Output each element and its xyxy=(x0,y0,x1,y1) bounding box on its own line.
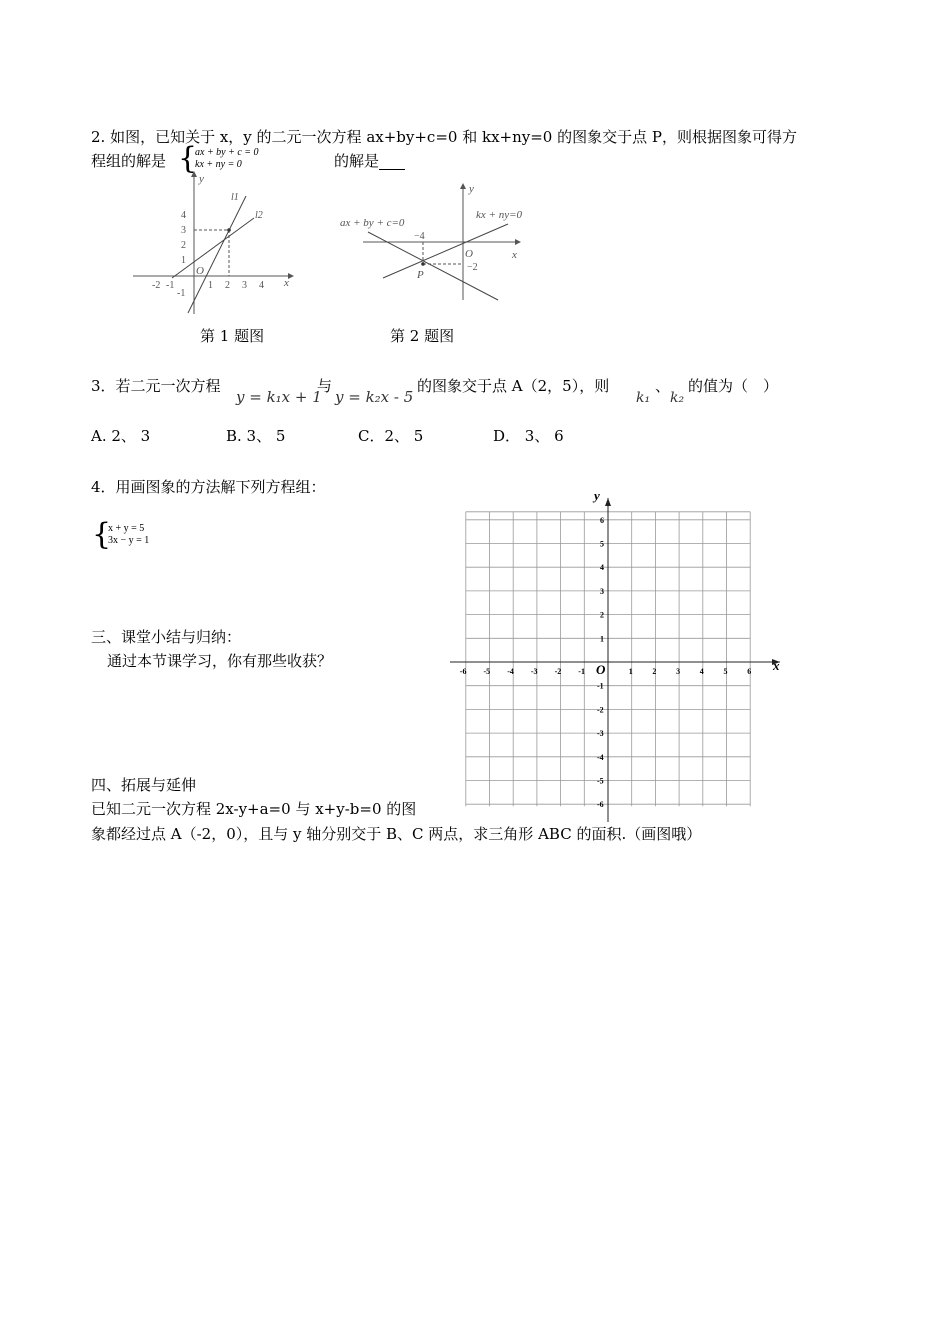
fig2-tick-y: −2 xyxy=(467,262,478,273)
y-tick-label: 2 xyxy=(600,610,604,620)
fig1-y-label: y xyxy=(199,173,204,185)
y-tick-label: 5 xyxy=(600,539,604,549)
q3-sep: 、 xyxy=(655,377,671,395)
y-tick-label: -4 xyxy=(597,752,604,762)
y-tick-label: -6 xyxy=(597,800,604,810)
fig1-xtick: 1 xyxy=(208,280,213,291)
q3-k1: k₁ xyxy=(636,390,651,406)
q4-eq1: x + y = 5 xyxy=(108,523,145,534)
x-tick-label: 4 xyxy=(699,667,704,676)
y-tick-label: -2 xyxy=(597,705,604,715)
fig1-xtick: -1 xyxy=(166,280,175,291)
fig1-xtick: 3 xyxy=(242,280,247,291)
x-tick-label: 3 xyxy=(676,667,681,676)
x-tick-label: -5 xyxy=(483,667,491,676)
x-tick-label: 2 xyxy=(652,667,657,676)
fig2-point-p xyxy=(421,262,425,266)
figure-1 xyxy=(128,168,298,318)
section4-line2: 象都经过点 A（-2，0），且与 y 轴分别交于 B、C 两点，求三角形 ABC 的面积.（画图哦） xyxy=(91,825,702,843)
fig1-origin: O xyxy=(196,265,204,277)
q2-line1: 2. 如图，已知关于 x，y 的二元一次方程 ax+by+c=0 和 kx+ny=0 的图象交于点 P，则根据图象可得方 xyxy=(91,128,797,146)
y-axis-label: y xyxy=(594,488,600,503)
x-tick-label: -1 xyxy=(578,667,585,676)
q2-system-brace: { xyxy=(178,141,198,176)
fig1-ytick: 2 xyxy=(181,240,186,251)
fig1-l2-label: l2 xyxy=(255,210,263,221)
fig2-x-label: x xyxy=(512,249,517,261)
q4-title: 4．用画图象的方法解下列方程组： xyxy=(91,478,326,496)
q2-system-eq2: kx + ny = 0 xyxy=(195,159,242,170)
section3-title: 三、课堂小结与归纳： xyxy=(91,628,242,646)
y-tick-label: 6 xyxy=(600,515,604,525)
fig1-ytick: -1 xyxy=(177,288,186,299)
x-tick-label: 5 xyxy=(723,667,728,676)
x-axis-label: x xyxy=(773,658,780,673)
fig2-line-kn xyxy=(383,224,508,278)
q3-option-a[interactable]: A. 2、 3 xyxy=(91,427,151,445)
q3-middle: 的图象交于点 A（2，5），则 xyxy=(417,377,610,395)
q3-and: 与 xyxy=(317,377,333,395)
q3-option-c[interactable]: C．2、 5 xyxy=(358,427,424,445)
coordinate-grid[interactable] xyxy=(445,488,790,823)
fig1-ytick: 3 xyxy=(181,225,186,236)
q2-suffix-text: 的解是 xyxy=(334,152,380,170)
fig1-xtick: 4 xyxy=(259,280,264,291)
section4-title: 四、拓展与延伸 xyxy=(91,776,197,794)
fig1-line-l1 xyxy=(188,196,246,313)
fig1-l1-label: l1 xyxy=(231,192,239,203)
y-tick-label: 4 xyxy=(600,563,604,573)
q2-system-eq1: ax + by + c = 0 xyxy=(195,147,259,158)
q3-eq2: y = k₂x - 5 xyxy=(335,388,414,406)
q3-k2: k₂ xyxy=(670,390,685,406)
fig2-tick-x: −4 xyxy=(414,231,425,242)
fig2-y-label: y xyxy=(469,183,474,195)
x-tick-label: 1 xyxy=(628,667,633,676)
q4-eq2: 3x − y = 1 xyxy=(108,535,150,546)
origin-label: O xyxy=(596,662,606,677)
fig2-eq-right: kx + ny=0 xyxy=(476,209,522,221)
q3-option-b[interactable]: B. 3、 5 xyxy=(226,427,286,445)
q3-prefix: 3．若二元一次方程 xyxy=(91,377,221,395)
y-tick-label: -5 xyxy=(597,776,604,786)
q3-option-d[interactable]: D． 3、 6 xyxy=(493,427,564,445)
y-tick-label: -3 xyxy=(597,729,604,739)
section3-body: 通过本节课学习，你有那些收获？ xyxy=(107,652,333,670)
fig1-caption: 第 1 题图 xyxy=(200,327,265,345)
fig2-point-label: P xyxy=(417,269,424,281)
q2-answer-blank[interactable] xyxy=(379,155,405,170)
x-tick-label: 6 xyxy=(747,667,752,676)
x-tick-label: -2 xyxy=(554,667,562,676)
y-axis-arrow xyxy=(605,498,611,506)
fig1-xtick: -2 xyxy=(152,280,161,291)
q3-eq1: y = k₁x + 1 xyxy=(236,388,322,406)
q3-suffix: 的值为（ ） xyxy=(688,377,779,395)
fig1-xtick: 2 xyxy=(225,280,230,291)
figure-2 xyxy=(338,180,528,305)
fig2-eq-left: ax + by + c=0 xyxy=(340,217,405,229)
fig2-origin: O xyxy=(465,248,473,260)
q4-system-brace: { xyxy=(92,517,112,552)
fig2-caption: 第 2 题图 xyxy=(390,327,455,345)
x-tick-label: -6 xyxy=(459,667,467,676)
y-tick-label: 1 xyxy=(600,634,604,644)
fig1-ytick: 1 xyxy=(181,255,186,266)
q2-line2-suffix xyxy=(334,152,405,170)
fig1-ytick: 4 xyxy=(181,210,186,221)
x-tick-label: -4 xyxy=(507,667,514,676)
section4-line1: 已知二元一次方程 2x-y+a=0 与 x+y-b=0 的图 xyxy=(91,800,417,818)
q2-line2-prefix: 程组的解是 xyxy=(91,152,167,170)
fig1-intersection xyxy=(227,228,231,232)
x-tick-label: -3 xyxy=(530,667,538,676)
y-tick-label: 3 xyxy=(600,586,604,596)
fig1-x-label: x xyxy=(284,277,289,289)
y-tick-label: -1 xyxy=(597,681,604,691)
